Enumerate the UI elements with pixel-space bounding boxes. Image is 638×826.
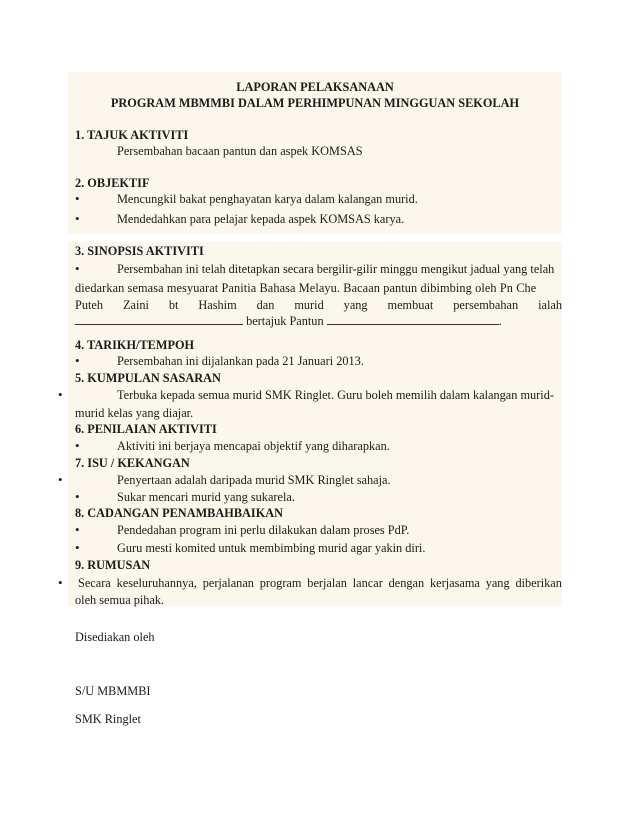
- word: yang: [343, 298, 368, 312]
- s2-heading: 2. OBJEKTIF: [75, 176, 150, 190]
- word: berjalan: [307, 576, 347, 590]
- s7-heading: 7. ISU / KEKANGAN: [75, 456, 190, 470]
- s1-heading: 1. TAJUK AKTIVITI: [75, 128, 189, 142]
- s3-heading: 3. SINOPSIS AKTIVITI: [75, 244, 204, 258]
- s9-heading: 9. RUMUSAN: [75, 558, 151, 572]
- sign-school: SMK Ringlet: [75, 712, 141, 726]
- word: keseluruhannya,: [116, 576, 197, 590]
- s3-line1: Persembahan ini telah ditetapkan secara bergilir-gilir minggu mengikut jadual yang telah: [117, 262, 555, 276]
- word: ialah: [538, 298, 562, 312]
- bullet-icon: •: [75, 522, 80, 537]
- s1-text: Persembahan bacaan pantun dan aspek KOMSAS: [117, 144, 363, 158]
- s9-line1: [78, 575, 562, 591]
- doc-title-line2: PROGRAM MBMMBI DALAM PERHIMPUNAN MINGGUAN SEKOLAH: [110, 96, 520, 110]
- word: perjalanan: [202, 576, 254, 590]
- bullet-icon: •: [58, 387, 63, 402]
- bullet-icon: •: [75, 191, 80, 206]
- s3-line2: diedarkan semasa mesyuarat Panitia Bahasa Melayu. Bacaan pantun dibimbing oleh Pn Che: [75, 281, 537, 295]
- word: dan: [256, 298, 275, 312]
- s2-bullet2: Mendedahkan para pelajar kepada aspek KOMSAS karya.: [117, 212, 405, 226]
- s2-bullet1: Mencungkil bakat penghayatan karya dalam kalangan murid.: [117, 192, 418, 206]
- word: Hashim: [198, 298, 237, 312]
- s6-heading: 6. PENILAIAN AKTIVITI: [75, 422, 217, 436]
- bullet-icon: •: [58, 575, 63, 590]
- word: Secara: [78, 576, 111, 590]
- word: Puteh: [75, 298, 104, 312]
- word: bt: [168, 298, 179, 312]
- blank-line: [75, 314, 243, 325]
- bullet-icon: •: [75, 211, 80, 226]
- s9-cont: oleh semua pihak.: [75, 593, 165, 607]
- prepared-by: Disediakan oleh: [75, 630, 155, 644]
- blank-line: [327, 314, 499, 325]
- s8-bullet2: Guru mesti komited untuk membimbing murid agar yakin diri.: [117, 541, 426, 555]
- word: diberikan: [515, 576, 562, 590]
- doc-title-line1: LAPORAN PELAKSANAAN: [236, 80, 394, 94]
- word: Zaini: [122, 298, 149, 312]
- word: dengan: [388, 576, 425, 590]
- bullet-icon: •: [75, 540, 80, 555]
- word: kerjasama: [430, 576, 480, 590]
- s8-heading: 8. CADANGAN PENAMBAHBAIKAN: [75, 506, 284, 520]
- sign-role: S/U MBMMBI: [75, 684, 151, 698]
- word: membuat: [387, 298, 434, 312]
- bullet-icon: •: [75, 353, 80, 368]
- s3-line4-text: bertajuk Pantun: [246, 314, 324, 328]
- bullet-icon: •: [58, 472, 63, 487]
- word: lancar: [352, 576, 383, 590]
- word: yang: [485, 576, 510, 590]
- s5-bullet1-cont: murid kelas yang diajar.: [75, 406, 194, 420]
- s3-line4-end: .: [498, 314, 502, 328]
- bullet-icon: •: [75, 261, 80, 276]
- s5-heading: 5. KUMPULAN SASARAN: [75, 371, 221, 385]
- s8-bullet1: Pendedahan program ini perlu dilakukan dalam proses PdP.: [117, 523, 410, 537]
- word: program: [259, 576, 302, 590]
- s7-bullet2: Sukar mencari murid yang sukarela.: [117, 490, 295, 504]
- s4-heading: 4. TARIKH/TEMPOH: [75, 338, 195, 352]
- word: murid: [294, 298, 324, 312]
- s6-bullet1: Aktiviti ini berjaya mencapai objektif yang diharapkan.: [117, 439, 390, 453]
- s3-line4: [75, 313, 562, 329]
- s5-bullet1: Terbuka kepada semua murid SMK Ringlet. Guru boleh memilih dalam kalangan murid-: [117, 388, 554, 402]
- bullet-icon: •: [75, 438, 80, 453]
- s7-bullet1: Penyertaan adalah daripada murid SMK Ringlet sahaja.: [117, 473, 391, 487]
- bullet-icon: •: [75, 489, 80, 504]
- word: persembahan: [453, 298, 519, 312]
- s3-line3: [75, 297, 562, 313]
- s4-bullet1: Persembahan ini dijalankan pada 21 Januari 2013.: [117, 354, 364, 368]
